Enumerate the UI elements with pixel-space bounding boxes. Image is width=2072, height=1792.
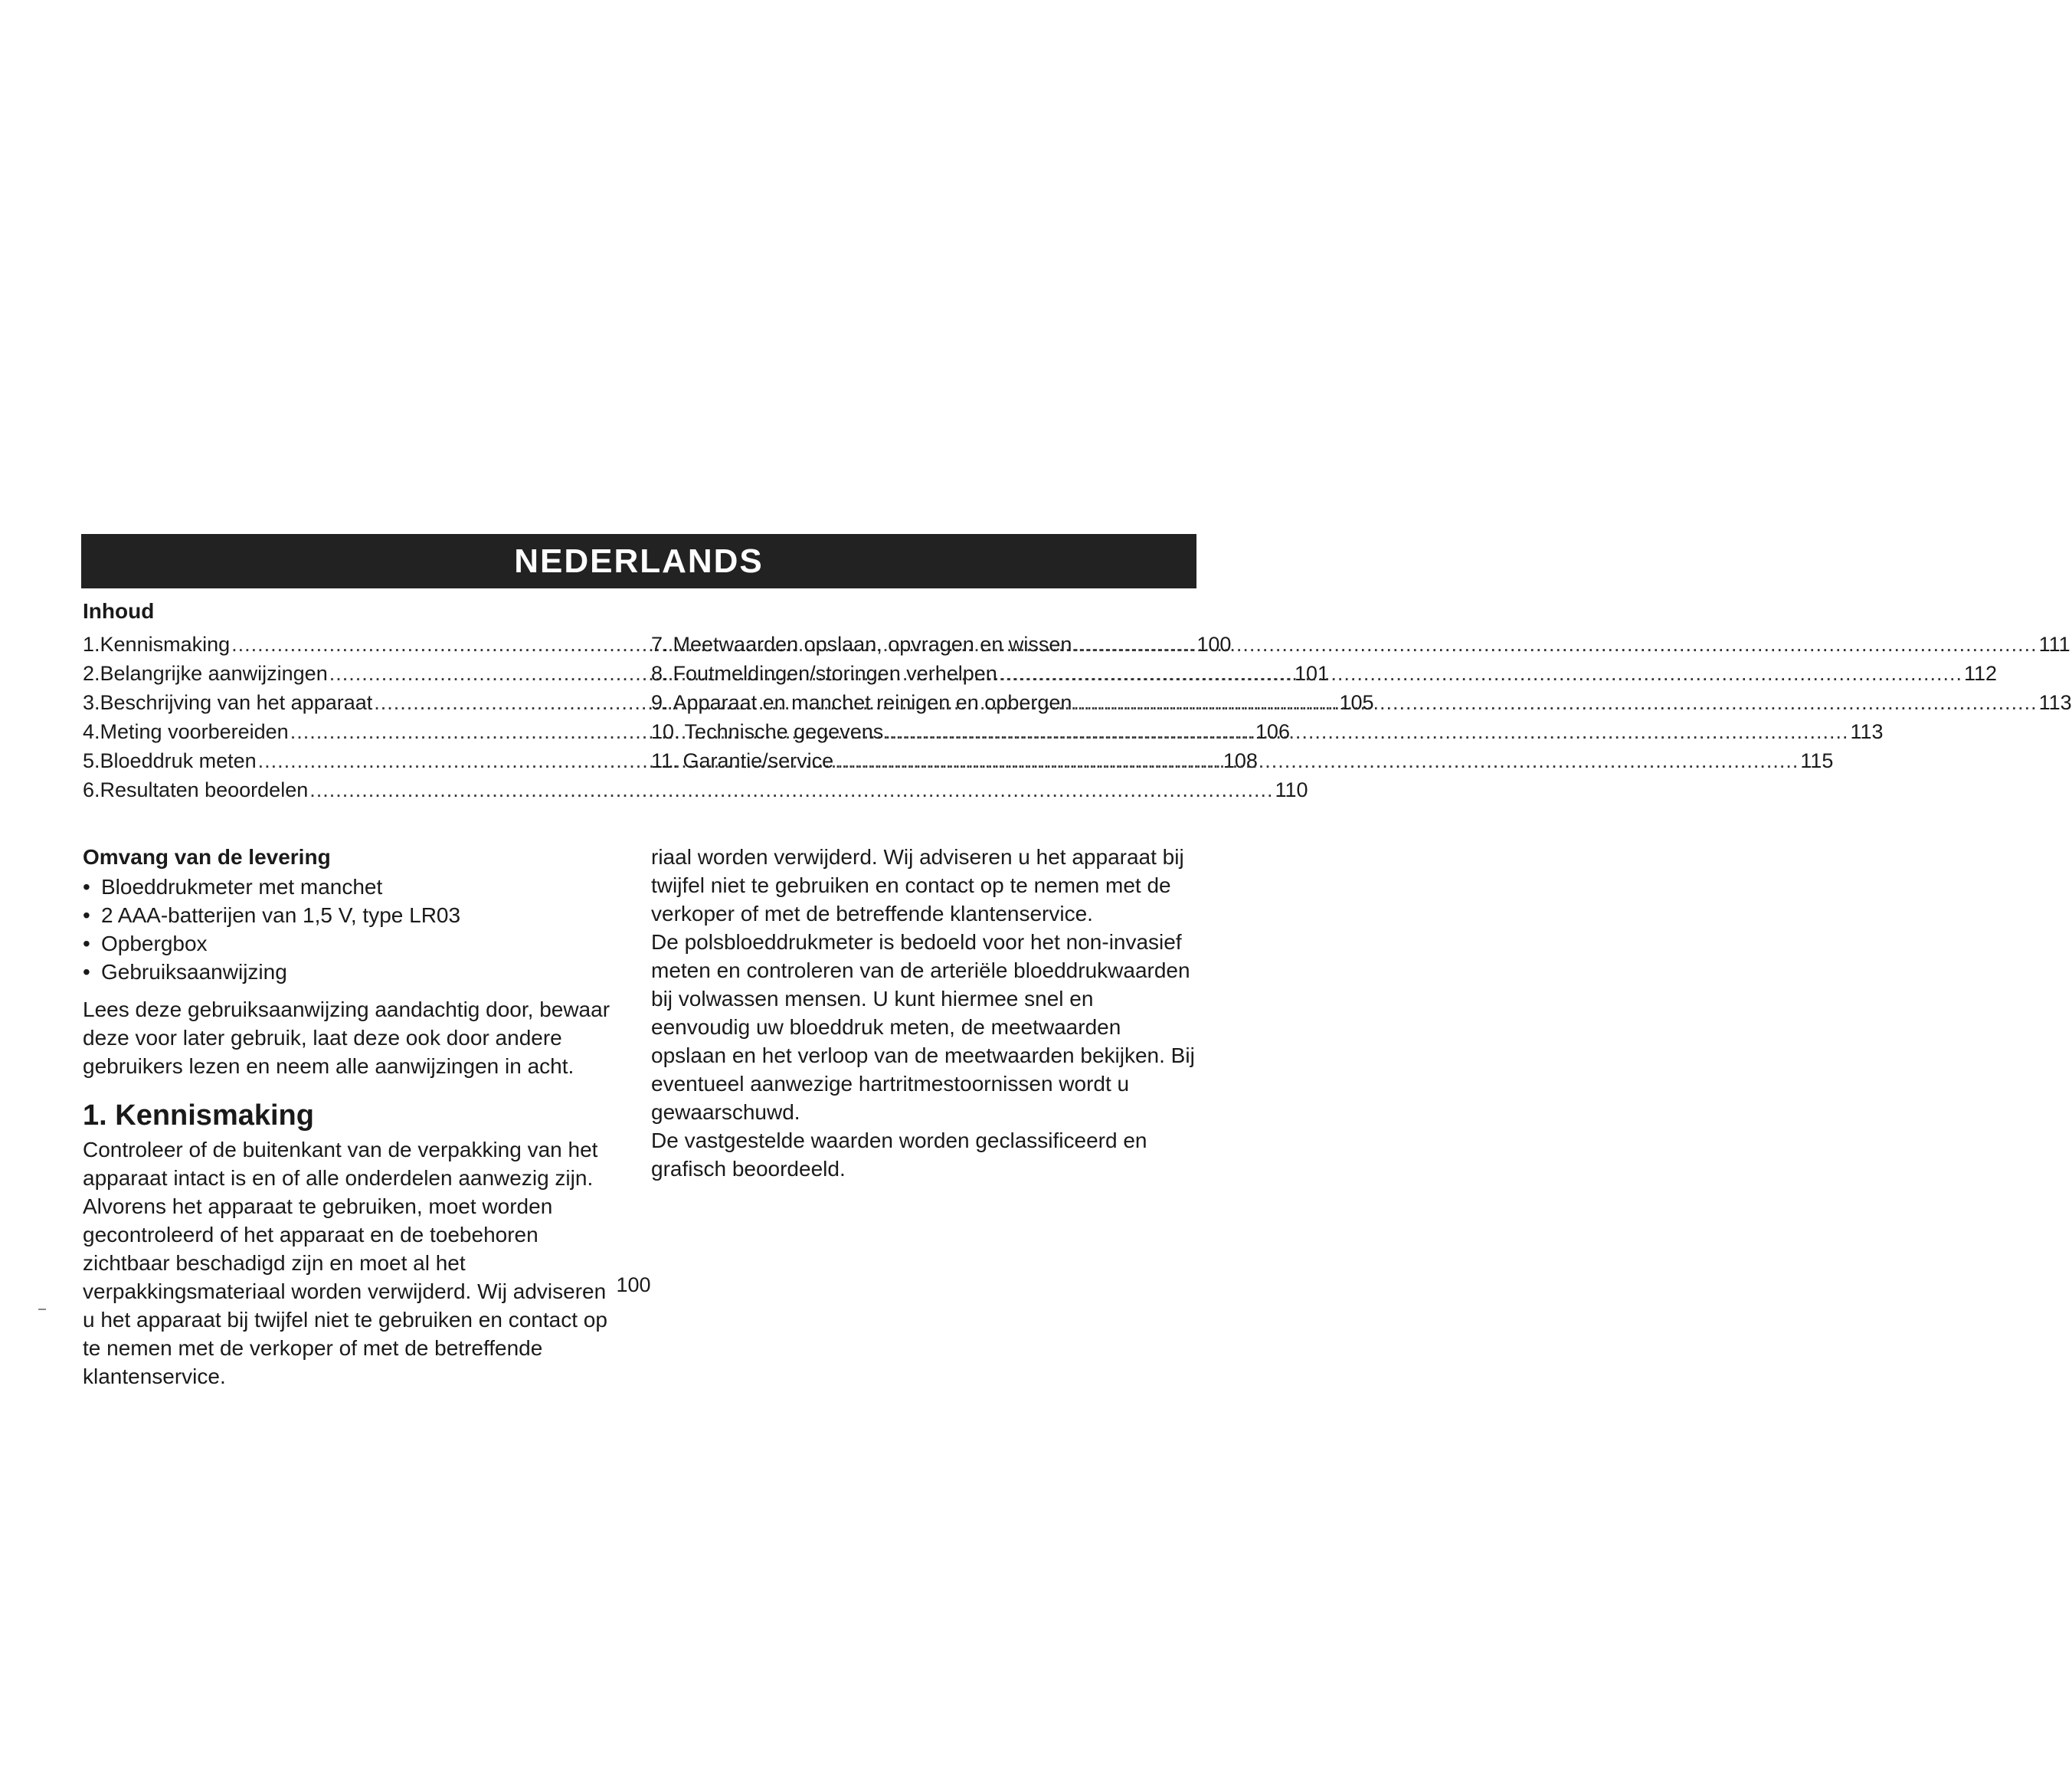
toc-entry-page: 113 [1850,720,1884,743]
delivery-note: Lees deze gebruiksaanwijzing aandachtig door, bewaar deze voor later gebruik, laat deze ook door andere gebruikers lezen en neem alle aanwijzingen in acht. [83,998,610,1078]
list-item-text: 2 AAA-batterijen van 1,5 V, type LR03 [101,903,461,927]
language-title: NEDERLANDS [514,542,764,580]
toc-entry-number: 3. [83,691,100,714]
list-item [83,929,619,958]
bullet-icon: • [83,903,90,927]
toc-entry-page: 113 [2038,691,2072,714]
body-left-column [83,843,619,1388]
list-item [83,873,619,901]
toc-entry-number: 6. [83,778,100,801]
toc-leader [309,778,1273,802]
bullet-icon: • [83,960,90,984]
toc-entry-title: Belangrijke aanwijzingen [100,662,328,685]
page-number: 100 [616,1273,651,1296]
toc-entry-page: 115 [1800,749,1834,772]
toc-entry-page: 108 [1223,749,1258,772]
toc-entry-title: Meting voorbereiden [100,720,289,743]
list-item [83,901,619,929]
toc-entry-number: 1. [83,633,100,656]
toc-entry-title: Foutmeldingen/storingen verhelpen [673,662,997,685]
toc-leader [1073,691,2037,715]
list-item-text: Bloeddrukmeter met manchet [101,875,383,899]
purpose-paragraph: De polsbloeddrukmeter is bedoeld voor het non-invasief meten en controleren van de arteriële bloeddrukwaarden bij volwassen mensen. U kunt hiermee snel en eenvoudig uw bloeddruk meten, de meetwaarden opslaan en het verloop van de meetwaarden bekijken. Bij eventueel aanwezige hartritmestoornissen wordt u gewaarschuwd. [651,930,1195,1124]
toc-entry-page: 112 [1964,662,1998,685]
section-1-paragraph-continued: riaal worden verwijderd. Wij adviseren u het apparaat bij twijfel niet te gebruiken en contact op te nemen met de verkoper of met de betreffende klantenservice. [651,845,1184,925]
delivery-list [83,873,619,986]
toc-entry [83,778,1308,808]
toc-entry-number: 4. [83,720,100,743]
toc-entry-number: 2. [83,662,100,685]
toc-entry-number: 10. [651,720,680,743]
toc-entry-title: Garantie/service [682,749,834,772]
toc-entry-number: 8. [651,662,669,685]
bullet-icon: • [83,875,90,899]
toc-leader [999,662,1962,686]
toc-entry-title: Technische gegevens [684,720,884,743]
list-item-text: Opbergbox [101,932,208,955]
section-1-title: 1. Kennismaking [83,1099,314,1132]
toc-entry-page: 105 [1339,691,1374,714]
list-item [83,958,619,986]
toc-entry-number: 7. [651,633,669,656]
crop-mark [38,1309,46,1310]
toc-entry-title: Bloeddruk meten [100,749,257,772]
toc-leader [1073,633,2037,657]
list-item-text: Gebruiksaanwijzing [101,960,287,984]
toc-leader [835,749,1799,773]
language-banner [81,534,1196,588]
toc-leader [885,720,1848,744]
toc-entry-page: 110 [1275,778,1308,801]
toc-entry-title: Kennismaking [100,633,231,656]
delivery-heading: Omvang van de levering [83,845,331,869]
toc-entry-page: 106 [1255,720,1290,743]
classification-paragraph: De vastgestelde waarden worden geclassificeerd en grafisch beoordeeld. [651,1129,1147,1181]
toc-entry-number: 9. [651,691,669,714]
toc-entry-title: Meetwaarden opslaan, opvragen en wissen [673,633,1072,656]
toc-entry-page: 101 [1294,662,1329,685]
toc-entry-page: 100 [1196,633,1232,656]
bullet-icon: • [83,932,90,955]
section-1-paragraph: Controleer of de buitenkant van de verpakking van het apparaat intact is en of alle onderdelen aanwezig zijn. Alvorens het apparaat te gebruiken, moet worden gecontroleerd of het apparaat en de toebehoren zichtbaar beschadigd zijn en moet al het verpakkingsmateriaal worden verwijderd. Wij adviseren u het apparaat bij twijfel niet te gebruiken en contact op te nemen met de verkoper of met de betreffende klantenservice. [83,1138,607,1388]
toc-entry-number: 5. [83,749,100,772]
toc-entry-number: 11. [651,749,679,772]
toc-entry-page: 111 [2038,633,2070,656]
toc-entry-title: Resultaten beoordelen [100,778,309,801]
toc-entry-title: Beschrijving van het apparaat [100,691,373,714]
body-right-column [651,843,1196,1183]
toc-heading: Inhoud [83,599,155,623]
toc-entry-title: Apparaat en manchet reinigen en opbergen [673,691,1072,714]
